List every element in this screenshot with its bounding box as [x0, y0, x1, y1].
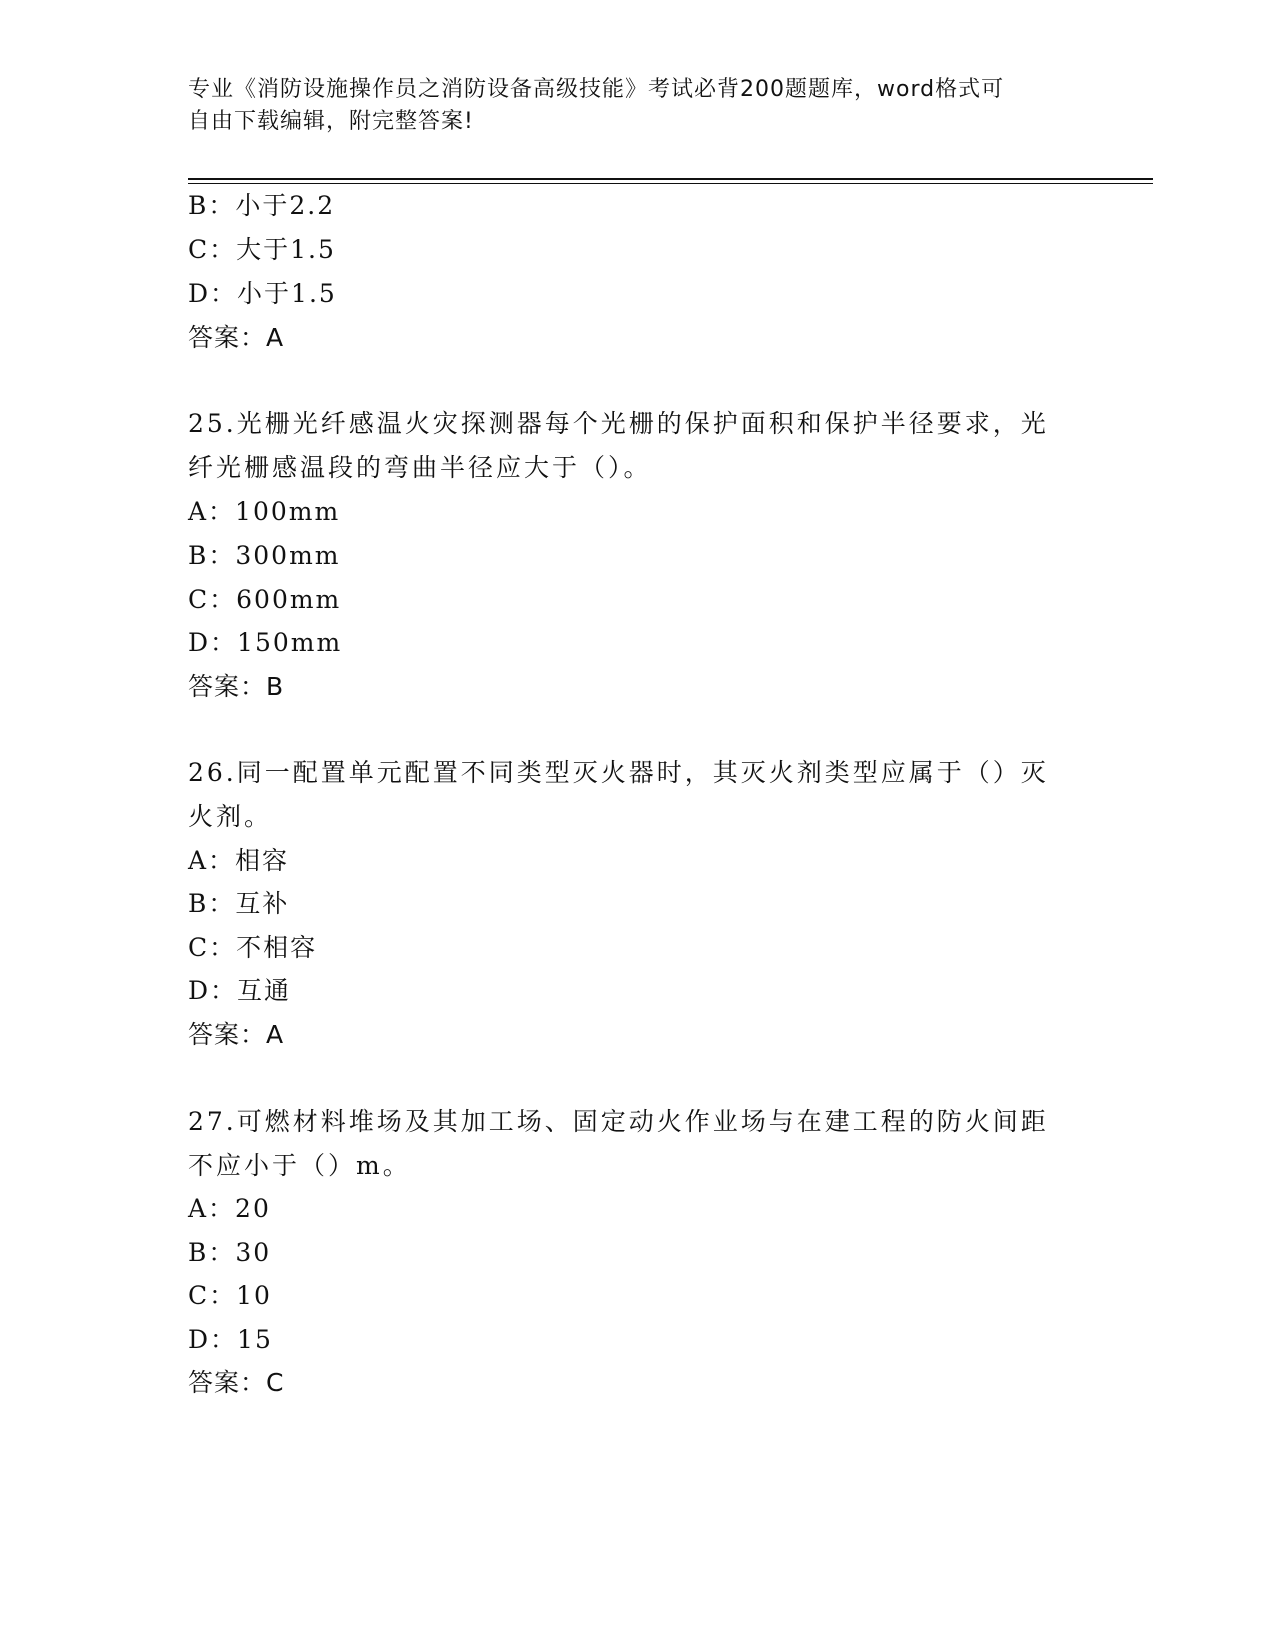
question-25-option-a: A：100mm — [188, 497, 341, 526]
question-25-stem-line-2: 纤光栅感温段的弯曲半径应大于（）。 — [188, 453, 652, 482]
question-27-stem-line-1: 27.可燃材料堆场及其加工场、固定动火作业场与在建工程的防火间距 — [188, 1107, 1049, 1136]
question-25-answer: 答案：B — [188, 672, 285, 701]
option-c: C：大于1.5 — [188, 235, 336, 264]
option-b: B：小于2.2 — [188, 191, 336, 220]
question-26-stem-line-1: 26.同一配置单元配置不同类型灭火器时，其灭火剂类型应属于（）灭 — [188, 758, 1049, 787]
answer-line: 答案：A — [188, 323, 285, 352]
header-line-2: 自由下载编辑，附完整答案! — [188, 109, 474, 134]
question-25-option-c: C：600mm — [188, 585, 342, 614]
question-26-option-d: D：互通 — [188, 976, 292, 1005]
question-26-option-a: A：相容 — [188, 846, 290, 875]
question-25-option-b: B：300mm — [188, 541, 341, 570]
question-27-option-c: C：10 — [188, 1281, 272, 1310]
question-27-option-a: A：20 — [188, 1194, 271, 1223]
question-27-option-d: D：15 — [188, 1325, 273, 1354]
question-26-answer: 答案：A — [188, 1020, 285, 1049]
header-line-1: 专业《消防设施操作员之消防设备高级技能》考试必背200题题库，word格式可 — [188, 77, 1005, 102]
question-27-option-b: B：30 — [188, 1238, 272, 1267]
question-25-stem-line-1: 25.光栅光纤感温火灾探测器每个光栅的保护面积和保护半径要求，光 — [188, 409, 1049, 438]
header-divider-thin — [188, 183, 1153, 184]
question-25-option-d: D：150mm — [188, 628, 343, 657]
header-divider-thick — [188, 178, 1153, 180]
question-26-option-b: B：互补 — [188, 889, 290, 918]
option-d: D：小于1.5 — [188, 279, 337, 308]
question-26-stem-line-2: 火剂。 — [188, 802, 273, 831]
question-27-answer: 答案：C — [188, 1368, 285, 1397]
question-27-stem-line-2: 不应小于（）m。 — [188, 1151, 411, 1180]
document-header — [188, 74, 1068, 138]
question-26-option-c: C：不相容 — [188, 933, 318, 962]
